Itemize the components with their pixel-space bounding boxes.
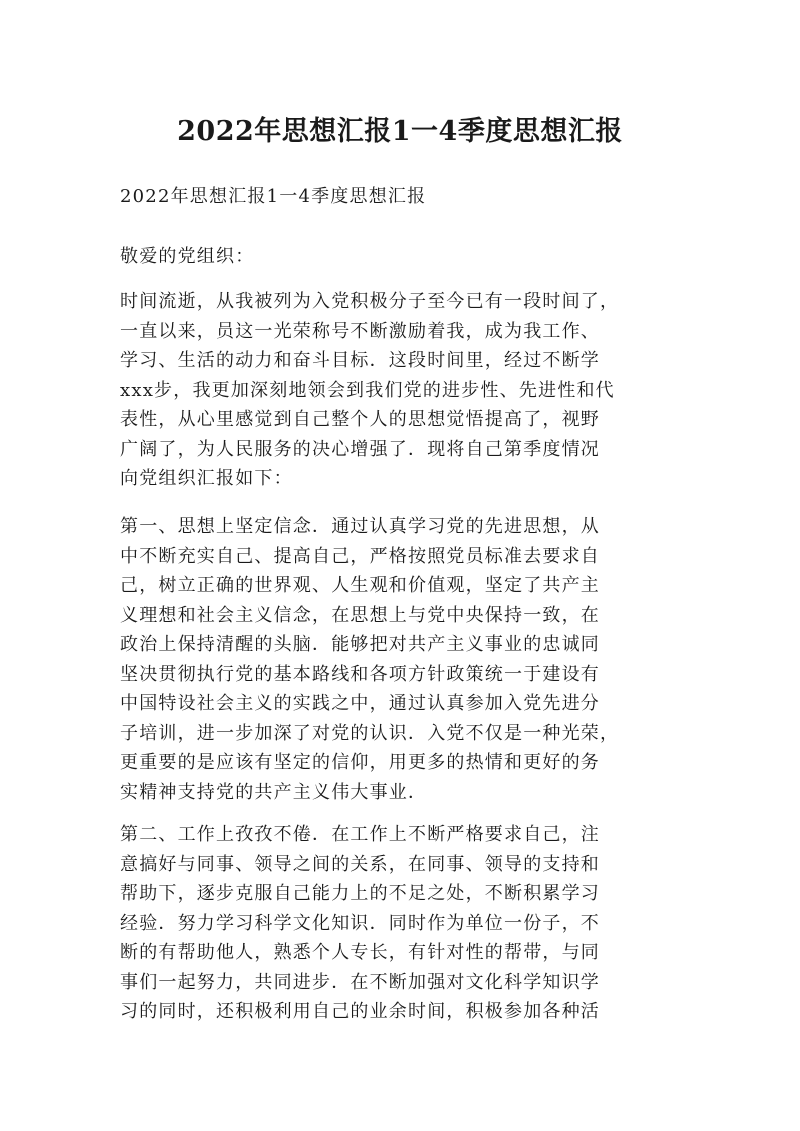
document-title: 2022年思想汇报1一4季度思想汇报 — [177, 116, 623, 147]
paragraph-2 — [120, 512, 680, 807]
paragraph-line: 第二、工作上孜孜不倦．在工作上不断严格要求自己，注 — [120, 824, 600, 845]
paragraph-line: 时间流逝，从我被列为入党积极分子至今已有一段时间了， — [120, 291, 620, 312]
paragraph-line: 更重要的是应该有坚定的信仰，用更多的热情和更好的务 — [120, 752, 600, 773]
paragraph-line: 向党组织汇报如下： — [120, 468, 293, 489]
paragraph-line: 实精神支持党的共产主义伟大事业． — [120, 781, 428, 803]
paragraph-line: 广阔了，为人民服务的决心增强了．现将自己第季度情况 — [120, 438, 600, 460]
paragraph-line: 中不断充实自己、提高自己，严格按照党员标准去要求自 — [120, 545, 600, 567]
paragraph-line: 学习、生活的动力和奋斗目标．这段时间里，经过不断学 — [120, 350, 600, 371]
salutation: 敬爱的党组织： — [120, 246, 255, 267]
paragraph-line: 表性，从心里感觉到自己整个人的思想觉悟提高了，视野 — [120, 409, 600, 430]
paragraph-1 — [120, 287, 680, 494]
paragraph-line: 坚决贯彻执行党的基本路线和各项方针政策统一于建设有 — [120, 663, 600, 685]
paragraph-line: 己，树立正确的世界观、人生观和价值观，坚定了共产主 — [120, 575, 600, 596]
paragraph-line: 习的同时，还积极利用自己的业余时间，积极参加各种活 — [120, 1001, 600, 1022]
paragraph-line: 一直以来，员这一光荣称号不断激励着我，成为我工作、 — [120, 320, 600, 342]
paragraph-line: 经验．努力学习科学文化知识．同时作为单位一份子，不 — [120, 912, 600, 934]
paragraph-line: 第一、思想上坚定信念．通过认真学习党的先进思想，从 — [120, 516, 600, 537]
paragraph-line: 中国特设社会主义的实践之中，通过认真参加入党先进分 — [120, 693, 600, 714]
paragraph-line: xxx步，我更加深刻地领会到我们党的进步性、先进性和代 — [120, 379, 615, 401]
paragraph-line: 意搞好与同事、领导之间的关系，在同事、领导的支持和 — [120, 853, 600, 875]
paragraph-line: 子培训，进一步加深了对党的认识．入党不仅是一种光荣， — [120, 722, 620, 744]
paragraph-line: 事们一起努力，共同进步．在不断加强对文化科学知识学 — [120, 971, 600, 993]
paragraph-line: 帮助下，逐步克服自己能力上的不足之处，不断积累学习 — [120, 883, 600, 904]
paragraph-line: 断的有帮助他人，熟悉个人专长，有针对性的帮带，与同 — [120, 942, 600, 963]
paragraph-3 — [120, 820, 680, 1027]
paragraph-line: 义理想和社会主义信念，在思想上与党中央保持一致，在 — [120, 604, 600, 626]
document-subtitle: 2022年思想汇报1一4季度思想汇报 — [120, 186, 427, 207]
paragraph-line: 政治上保持清醒的头脑．能够把对共产主义事业的忠诚同 — [120, 634, 600, 655]
